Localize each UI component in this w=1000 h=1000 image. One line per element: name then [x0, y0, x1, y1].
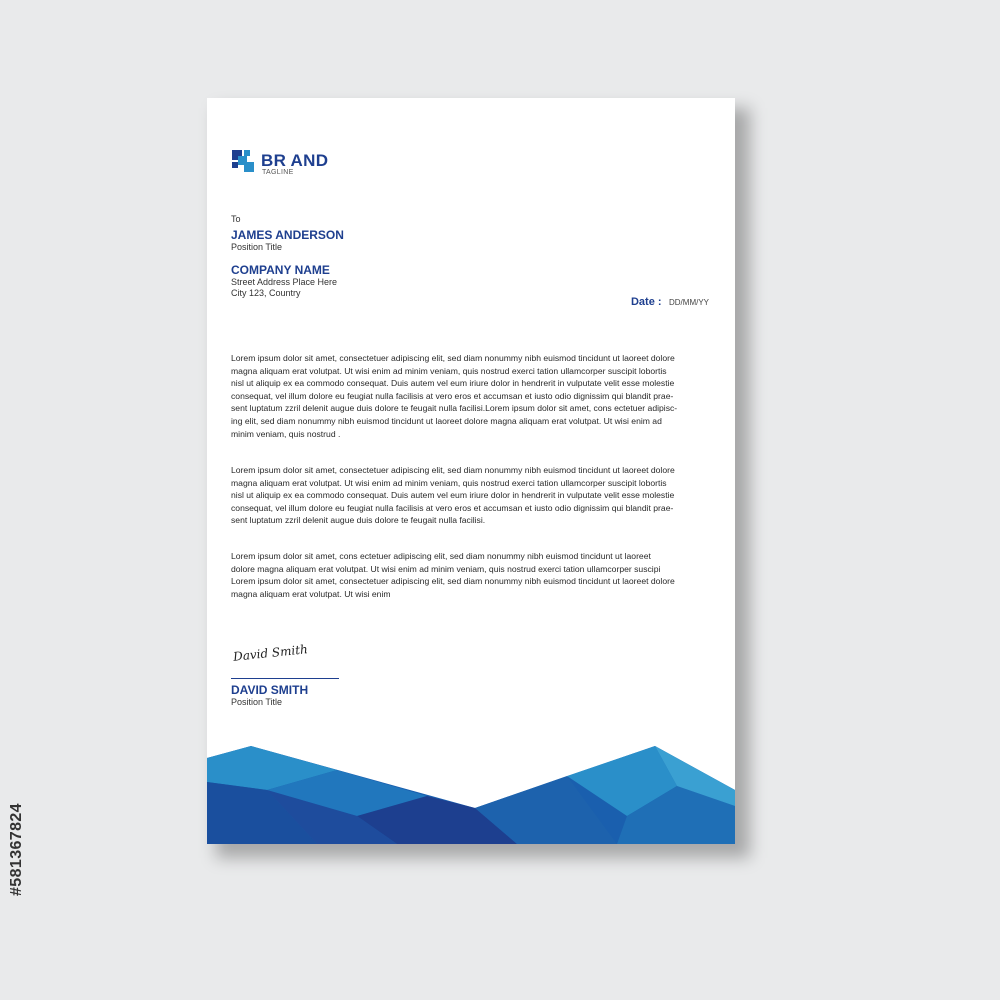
- company-name: COMPANY NAME: [231, 263, 330, 277]
- paragraph-line: consequat, vel illum dolore eu feugiat nulla facilisis at vero eros et accumsan et iusto odio dignissim qui blandit prae-: [231, 390, 674, 401]
- paragraph-line: Lorem ipsum dolor sit amet, cons ectetuer adipiscing elit, sed diam nonummy nibh euismod tincidunt ut laoreet: [231, 551, 651, 561]
- paragraph-line: magna aliquam erat volutpat. Ut wisi enim ad minim veniam, quis nostrud exerci tation ullamcorper suscipit lobortis: [231, 365, 667, 376]
- date-label: Date :: [630, 296, 662, 308]
- paragraph-line: magna aliquam erat volutpat. Ut wisi enim: [231, 588, 391, 599]
- paragraph-line: Lorem ipsum dolor sit amet, consectetuer adipiscing elit, sed diam nonummy nibh euismod tincidunt ut laoreet dolore: [231, 353, 675, 363]
- to-label: To: [231, 214, 241, 224]
- body-paragraph-2: [231, 464, 713, 527]
- paragraph-line: magna aliquam erat volutpat. Ut wisi enim ad minim veniam, quis nostrud exerci tation ullamcorper suscipit lobortis: [231, 477, 667, 488]
- brand-tagline: TAGLINE: [262, 169, 294, 176]
- paragraph-line: sent luptatum zzril delenit augue duis dolore te feugait nulla facilisi.Lorem ipsum dolor sit amet, cons ectetuer adipisc-: [231, 403, 678, 414]
- address-line-2: City 123, Country: [231, 288, 301, 298]
- brand-logo: [232, 150, 382, 180]
- paragraph-line: nisl ut aliquip ex ea commodo consequat. Duis autem vel eum iriure dolor in hendrerit in vulputate velit esse molestie: [231, 490, 675, 501]
- recipient-name: JAMES ANDERSON: [231, 228, 344, 242]
- paragraph-line: nisl ut aliquip ex ea commodo consequat. Duis autem vel eum iriure dolor in hendrerit in vulputate velit esse molestie: [231, 378, 675, 389]
- address-line-1: Street Address Place Here: [231, 277, 338, 287]
- sender-name: DAVID SMITH: [231, 683, 309, 697]
- signature-line: [231, 678, 339, 679]
- date-value: DD/MM/YY: [669, 298, 709, 307]
- sender-position: Position Title: [231, 697, 283, 707]
- body-paragraph-1: [231, 352, 713, 440]
- paragraph-line: sent luptatum zzril delenit augue duis dolore te feugait nulla facilisi.: [231, 515, 486, 526]
- paragraph-line: Lorem ipsum dolor sit amet, consectetuer adipiscing elit, sed diam nonummy nibh euismod tincidunt ut laoreet dolore: [231, 465, 675, 475]
- footer-polygon-art: [207, 746, 735, 844]
- sender-block: [231, 683, 308, 708]
- brand-name: BR AND: [261, 151, 329, 170]
- paragraph-line: Lorem ipsum dolor sit amet, consectetuer adipiscing elit, sed diam nonummy nibh euismod tincidunt ut laoreet dolore: [231, 576, 675, 587]
- handwritten-signature: David Smith: [232, 642, 309, 664]
- stock-id-watermark: #581367824: [8, 803, 25, 896]
- paragraph-line: ing elit, sed diam nonummy nibh euismod tincidunt ut laoreet dolore magna aliquam erat volutpat. Ut wisi enim ad: [231, 415, 662, 426]
- brand-logo-icon: [232, 150, 254, 172]
- paragraph-line: consequat, vel illum dolore eu feugiat nulla facilisis at vero eros et accumsan et iusto odio dignissim qui blandit prae-: [231, 502, 674, 513]
- recipient-position: Position Title: [231, 242, 283, 252]
- letterhead-page: [207, 98, 735, 844]
- recipient-block: [231, 214, 531, 299]
- body-paragraph-3: [231, 550, 713, 600]
- date-block: [631, 292, 709, 310]
- paragraph-line: dolore magna aliquam erat volutpat. Ut wisi enim ad minim veniam, quis nostrud exerci tation ullamcorper suscipi: [231, 563, 661, 574]
- paragraph-line: minim veniam, quis nostrud .: [231, 428, 341, 439]
